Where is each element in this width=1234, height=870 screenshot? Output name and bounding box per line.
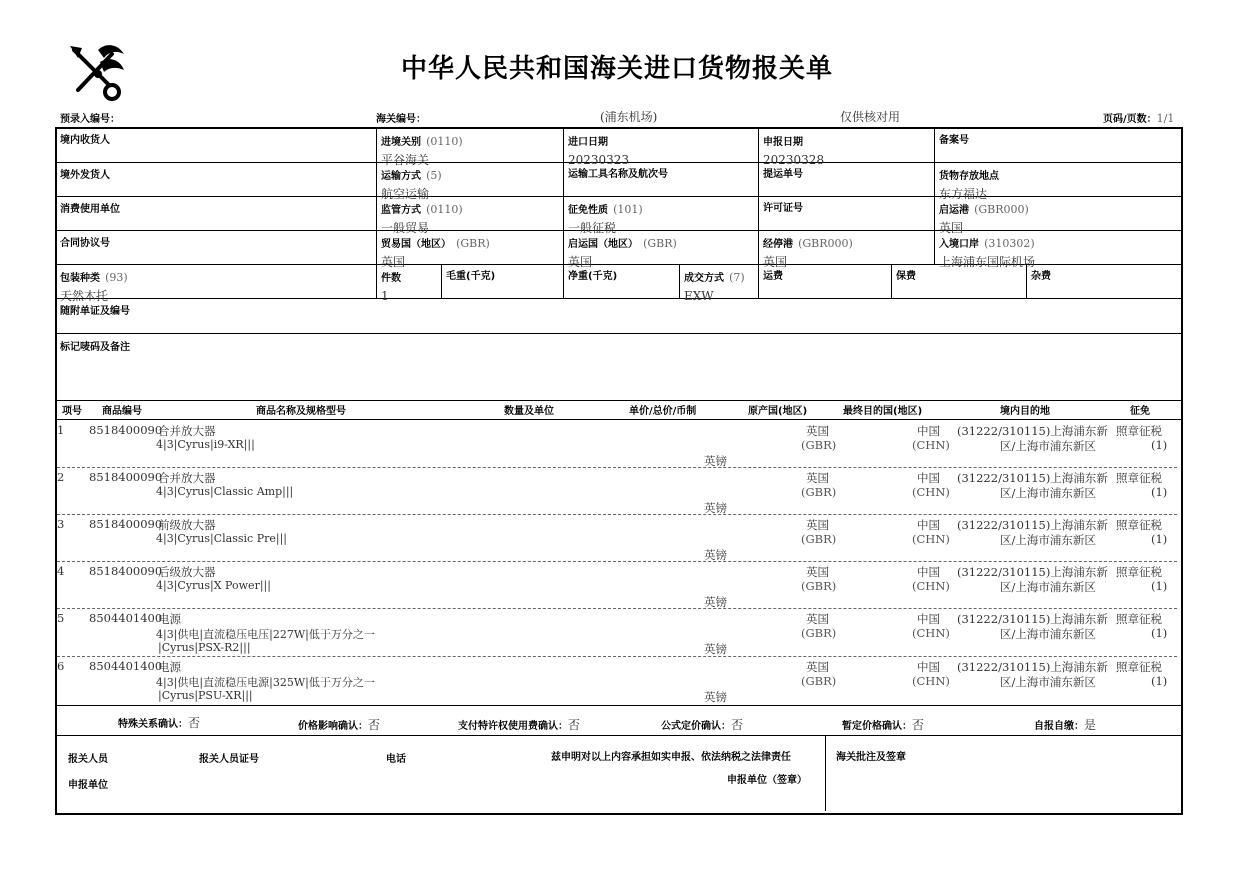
- th-quantity: 数量及单位: [504, 406, 554, 417]
- declare-unit-label: 申报单位: [68, 780, 108, 791]
- th-item-no: 项号: [62, 406, 82, 417]
- supervision-code: (0110): [426, 203, 463, 216]
- item-destination-code: (CHN): [912, 438, 950, 452]
- item-currency: 英镑: [704, 454, 727, 468]
- entry-port-value: 上海浦东国际机场: [939, 255, 1036, 269]
- item-currency: 英镑: [704, 690, 727, 704]
- package-label: 包装种类: [60, 273, 100, 284]
- th-destination: 最终目的国(地区): [843, 406, 923, 417]
- item-destination: 中国: [917, 565, 940, 579]
- item-destination-code: (CHN): [912, 626, 950, 640]
- package-code: (93): [105, 271, 128, 284]
- royalty-label: 支付特许权使用费确认：: [458, 721, 568, 732]
- storage-place-label: 货物存放地点: [939, 171, 999, 182]
- item-hs-code: 8504401400: [89, 611, 163, 625]
- item-levy: 照章征税: [1116, 612, 1162, 626]
- item-domestic-dest-1: (31222/310115)上海浦东新: [957, 424, 1108, 438]
- import-date-field: [568, 130, 629, 168]
- transport-mode-field: [381, 164, 442, 202]
- item-name: 前级放大器: [158, 518, 216, 532]
- item-domestic-dest-2: 区/上海市浦东新区: [1000, 486, 1096, 500]
- transport-mode-code: (5): [426, 169, 442, 182]
- documents-label: 随附单证及编号: [60, 306, 130, 317]
- th-origin: 原产国(地区): [748, 406, 808, 417]
- supervision-label: 监管方式: [381, 205, 421, 216]
- supervision-value: 一般贸易: [381, 221, 430, 235]
- item-spec: 4|3|Cyrus|i9-XR|||: [156, 438, 255, 451]
- pieces-label: 件数: [381, 273, 401, 284]
- th-domestic-destination: 境内目的地: [1000, 406, 1050, 417]
- item-no: 3: [57, 517, 65, 531]
- item-spec: 4|3|供电|直流稳压电源|325W|低于万分之一: [156, 676, 375, 689]
- item-spec: |Cyrus|PSX-R2|||: [158, 641, 251, 654]
- pieces-value: 1: [381, 289, 389, 303]
- deal-mode-field: [684, 266, 745, 304]
- item-currency: 英镑: [704, 501, 727, 515]
- conveyance-label: 运输工具名称及航次号: [568, 169, 668, 180]
- item-origin-code: (GBR): [801, 532, 837, 546]
- item-destination: 中国: [917, 612, 940, 626]
- item-spec: 4|3|Cyrus|Classic Pre|||: [156, 532, 287, 545]
- item-spec: |Cyrus|PSU-XR|||: [158, 689, 253, 702]
- entry-customs-label: 进境关别: [381, 137, 421, 148]
- item-levy: 照章征税: [1116, 424, 1162, 438]
- item-origin-code: (GBR): [801, 438, 837, 452]
- item-levy-code: (1): [1151, 674, 1168, 688]
- th-price: 单价/总价/币制: [629, 406, 697, 417]
- marks-label: 标记唛码及备注: [60, 342, 130, 353]
- item-domestic-dest-2: 区/上海市浦东新区: [1000, 580, 1096, 594]
- provisional-price-label: 暂定价格确认：: [842, 721, 912, 732]
- price-impact-confirm: [298, 714, 380, 733]
- item-destination-code: (CHN): [912, 532, 950, 546]
- item-no: 2: [57, 470, 65, 484]
- item-hs-code: 8504401400: [89, 659, 163, 673]
- item-levy-code: (1): [1151, 532, 1168, 546]
- license-label: 许可证号: [763, 203, 803, 214]
- contract-label: 合同协议号: [60, 238, 110, 249]
- item-domestic-dest-1: (31222/310115)上海浦东新: [957, 565, 1108, 579]
- special-value: 否: [188, 716, 201, 730]
- trade-country-label: 贸易国（地区）: [381, 239, 451, 250]
- freight-label: 运费: [763, 271, 783, 282]
- item-currency: 英镑: [704, 595, 727, 609]
- item-domestic-dest-1: (31222/310115)上海浦东新: [957, 612, 1108, 626]
- item-origin: 英国: [806, 518, 829, 532]
- item-origin-code: (GBR): [801, 626, 837, 640]
- stop-port-label: 经停港: [763, 239, 793, 250]
- departure-port-field: [939, 198, 1029, 236]
- item-domestic-dest-2: 区/上海市浦东新区: [1000, 675, 1096, 689]
- import-date-value: 20230323: [568, 153, 630, 167]
- departure-port-value: 英国: [939, 221, 964, 235]
- departure-port-label: 启运港: [939, 205, 969, 216]
- item-hs-code: 8518400090: [89, 423, 163, 437]
- special-label: 特殊关系确认：: [118, 719, 188, 730]
- verification-note: 仅供核对用: [840, 110, 901, 124]
- price-impact-label: 价格影响确认：: [298, 721, 368, 732]
- customs-office: (浦东机场): [600, 110, 658, 124]
- entry-port-code: (310302): [984, 237, 1035, 250]
- trade-country-field: [381, 232, 490, 270]
- item-spec: 4|3|供电|直流稳压电压|227W|低于万分之一: [156, 628, 375, 641]
- item-domestic-dest-2: 区/上海市浦东新区: [1000, 533, 1096, 547]
- item-destination: 中国: [917, 518, 940, 532]
- entry-customs-value: 平谷海关: [381, 153, 430, 167]
- misc-label: 杂费: [1031, 271, 1051, 282]
- stop-port-field: [763, 232, 853, 270]
- overseas-consignor-label: 境外发货人: [60, 170, 110, 181]
- item-destination: 中国: [917, 660, 940, 674]
- origin-country-value: 英国: [568, 255, 593, 269]
- item-origin: 英国: [806, 660, 829, 674]
- item-origin: 英国: [806, 424, 829, 438]
- self-pay-confirm: [1034, 714, 1096, 733]
- item-levy-code: (1): [1151, 485, 1168, 499]
- entry-customs-code: (0110): [426, 135, 463, 148]
- page-label: 页码/页数：: [1103, 114, 1157, 125]
- transport-mode-label: 运输方式: [381, 171, 421, 182]
- levy-code: (101): [613, 203, 643, 216]
- insurance-label: 保费: [896, 271, 916, 282]
- th-levy: 征免: [1130, 406, 1150, 417]
- page-title: 中华人民共和国海关进口货物报关单: [400, 54, 833, 84]
- item-name: 电源: [158, 660, 181, 674]
- price-impact-value: 否: [368, 718, 381, 732]
- declaration-statement: 兹申明对以上内容承担如实申报、依法纳税之法律责任: [551, 752, 791, 763]
- item-destination-code: (CHN): [912, 485, 950, 499]
- gross-weight-label: 毛重(千克): [446, 271, 496, 282]
- item-hs-code: 8518400090: [89, 564, 163, 578]
- provisional-price-value: 否: [912, 718, 925, 732]
- customs-approval-label: 海关批注及签章: [836, 752, 906, 763]
- page-value: 1/1: [1156, 112, 1175, 125]
- item-levy: 照章征税: [1116, 471, 1162, 485]
- declare-date-value: 20230328: [763, 153, 825, 167]
- item-domestic-dest-1: (31222/310115)上海浦东新: [957, 660, 1108, 674]
- declare-date-label: 申报日期: [763, 137, 803, 148]
- deal-mode-label: 成交方式: [684, 273, 724, 284]
- provisional-price-confirm: [842, 714, 924, 733]
- domestic-consignee-label: 境内收货人: [60, 135, 110, 146]
- entry-port-label: 入境口岸: [939, 239, 979, 250]
- item-origin-code: (GBR): [801, 579, 837, 593]
- item-hs-code: 8518400090: [89, 470, 163, 484]
- deal-mode-value: EXW: [684, 289, 714, 303]
- entry-port-field: [939, 232, 1035, 270]
- entry-customs-field: [381, 130, 463, 168]
- declarant-label: 报关人员: [68, 754, 108, 765]
- levy-field: [568, 198, 643, 236]
- item-levy: 照章征税: [1116, 518, 1162, 532]
- departure-port-code: (GBR000): [974, 203, 1029, 216]
- storage-place-value: 东方福达: [939, 187, 988, 201]
- item-spec: 4|3|Cyrus|Classic Amp|||: [156, 485, 294, 498]
- item-no: 1: [57, 423, 65, 437]
- pieces-field: [381, 266, 401, 304]
- item-destination-code: (CHN): [912, 579, 950, 593]
- pre-entry-label: 预录入编号：: [60, 114, 120, 125]
- item-domestic-dest-2: 区/上海市浦东新区: [1000, 439, 1096, 453]
- self-pay-label: 自报自缴：: [1034, 721, 1084, 732]
- formula-price-confirm: [661, 714, 743, 733]
- item-no: 6: [57, 659, 65, 673]
- formula-price-label: 公式定价确认：: [661, 721, 731, 732]
- record-no-label: 备案号: [939, 135, 969, 146]
- origin-country-label: 启运国（地区）: [568, 239, 638, 250]
- origin-country-code: (GBR): [643, 237, 677, 250]
- item-origin-code: (GBR): [801, 674, 837, 688]
- package-field: [60, 266, 128, 304]
- origin-country-field: [568, 232, 677, 270]
- trade-country-code: (GBR): [456, 237, 490, 250]
- item-levy: 照章征税: [1116, 660, 1162, 674]
- item-origin: 英国: [806, 565, 829, 579]
- stop-port-value: 英国: [763, 255, 788, 269]
- item-levy-code: (1): [1151, 438, 1168, 452]
- royalty-confirm: [458, 714, 580, 733]
- supervision-field: [381, 198, 463, 236]
- formula-price-value: 否: [731, 718, 744, 732]
- item-name: 合并放大器: [158, 424, 216, 438]
- declare-date-field: [763, 130, 824, 168]
- item-spec: 4|3|Cyrus|X Power|||: [156, 579, 271, 592]
- storage-place-field: [939, 164, 999, 202]
- item-levy-code: (1): [1151, 579, 1168, 593]
- item-levy-code: (1): [1151, 626, 1168, 640]
- item-no: 4: [57, 564, 65, 578]
- item-origin-code: (GBR): [801, 485, 837, 499]
- item-origin: 英国: [806, 612, 829, 626]
- import-date-label: 进口日期: [568, 137, 608, 148]
- stop-port-code: (GBR000): [798, 237, 853, 250]
- levy-value: 一般征税: [568, 221, 617, 235]
- item-no: 5: [57, 611, 65, 625]
- item-currency: 英镑: [704, 548, 727, 562]
- item-destination: 中国: [917, 424, 940, 438]
- th-hs-code: 商品编号: [102, 406, 142, 417]
- customs-no-label: 海关编号：: [376, 114, 426, 125]
- phone-label: 电话: [386, 754, 406, 765]
- item-destination-code: (CHN): [912, 674, 950, 688]
- item-domestic-dest-2: 区/上海市浦东新区: [1000, 627, 1096, 641]
- th-goods-name: 商品名称及规格型号: [256, 406, 346, 417]
- transport-mode-value: 航空运输: [381, 187, 430, 201]
- package-value: 天然木托: [60, 289, 109, 303]
- item-origin: 英国: [806, 471, 829, 485]
- levy-label: 征免性质: [568, 205, 608, 216]
- item-currency: 英镑: [704, 642, 727, 656]
- net-weight-label: 净重(千克): [568, 271, 618, 282]
- royalty-value: 否: [568, 718, 581, 732]
- item-destination: 中国: [917, 471, 940, 485]
- item-levy: 照章征税: [1116, 565, 1162, 579]
- item-name: 电源: [158, 612, 181, 626]
- bill-no-label: 提运单号: [763, 169, 803, 180]
- item-domestic-dest-1: (31222/310115)上海浦东新: [957, 518, 1108, 532]
- self-pay-value: 是: [1084, 718, 1097, 732]
- page-indicator: [1103, 110, 1174, 125]
- deal-mode-code: (7): [729, 271, 745, 284]
- trade-country-value: 英国: [381, 255, 406, 269]
- declarant-id-label: 报关人员证号: [199, 754, 259, 765]
- item-name: 合并放大器: [158, 471, 216, 485]
- consumer-unit-label: 消费使用单位: [60, 204, 120, 215]
- declare-unit-seal-label: 申报单位（签章）: [727, 775, 807, 786]
- item-name: 后级放大器: [158, 565, 216, 579]
- item-domestic-dest-1: (31222/310115)上海浦东新: [957, 471, 1108, 485]
- special-relation-confirm: [118, 714, 200, 731]
- item-hs-code: 8518400090: [89, 517, 163, 531]
